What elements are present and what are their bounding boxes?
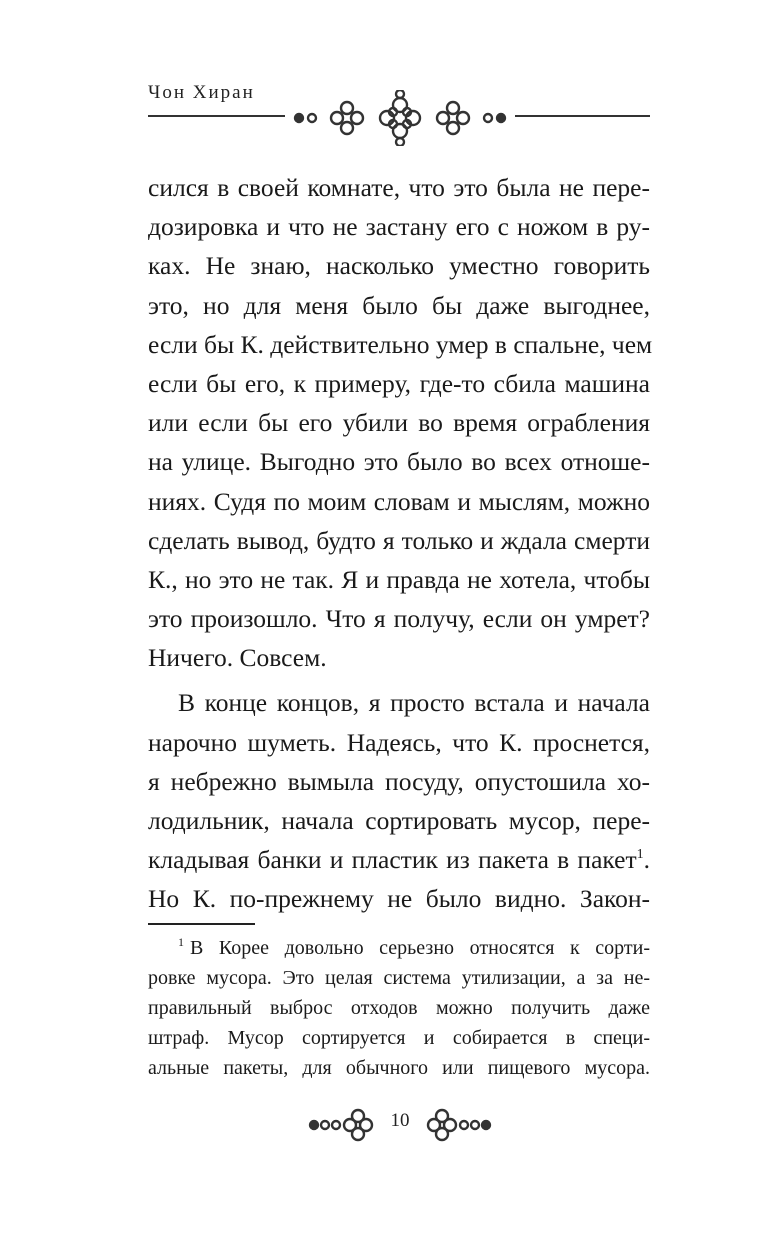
text-line: это произошло. Что я получу, если он умрет? [148, 604, 650, 634]
text-line: нарочно шуметь. Надеясь, что К. проснется, [148, 727, 650, 757]
text-line: В конце концов, я просто встала и начала [178, 688, 650, 718]
running-header-author: Чон Хиран [148, 82, 255, 103]
text-line: если бы его, к примеру, где-то сбила машина [148, 368, 650, 398]
page-number: 10 [390, 1110, 410, 1131]
footnote-number: 1 [178, 935, 184, 949]
footnote-line [148, 933, 650, 963]
text-line: сился в своей комнате, что это была не пере- [148, 173, 650, 202]
text-line: лодильник, начала сортировать мусор, пере- [148, 806, 650, 835]
footnote-line: ровке мусора. Это целая система утилизации, а за не- [148, 967, 650, 989]
text-line: Но К. по-прежнему не было видно. Закон- [148, 884, 650, 914]
text-line: на улице. Выгодно это было во всех отноше- [148, 447, 650, 477]
text-line-with-footnote: кладывая банки и пластик из пакета в пакет$^1$. [148, 845, 650, 875]
text-line: если бы К. действительно умер в спальне, чем [148, 329, 653, 359]
text-line: ниях. Судя по моим словам и мыслям, можно [148, 486, 650, 516]
text-line: сделать вывод, будто я только и ждала смерти [148, 525, 650, 555]
text-line: Ничего. Совсем. [148, 643, 327, 673]
footnote-text: В Корее довольно серьезно относятся к сорти- [190, 937, 650, 959]
text-line: я небрежно вымыла посуду, опустошила хо- [148, 766, 650, 796]
footnote [148, 933, 650, 1083]
footnote-line: штраф. Мусор сортируется и собирается в специ- [148, 1027, 650, 1049]
text-line: К., но это не так. Я и правда не хотела, чтобы [148, 564, 650, 594]
footnote-rule [148, 923, 255, 925]
text-line: или если бы его убили во время ограбления [148, 408, 650, 438]
text-line: кладывая банки и пластик из пакета в пакет [148, 845, 637, 875]
folio [300, 1100, 500, 1150]
header-ornament-icon [285, 90, 515, 146]
footnote-line: правильный выброс отходов можно получить даже [148, 997, 650, 1019]
footnote-reference[interactable]: 1 [636, 847, 644, 863]
footnote-line: альные пакеты, для обычного или пищевого мусора. [148, 1057, 650, 1079]
text-line: дозировка и что не застану его с ножом в ру- [148, 212, 650, 242]
text-line: ках. Не знаю, насколько уместно говорить [148, 251, 650, 281]
text-line: это, но для меня было бы даже выгоднее, [148, 290, 650, 320]
body-text [148, 168, 653, 919]
